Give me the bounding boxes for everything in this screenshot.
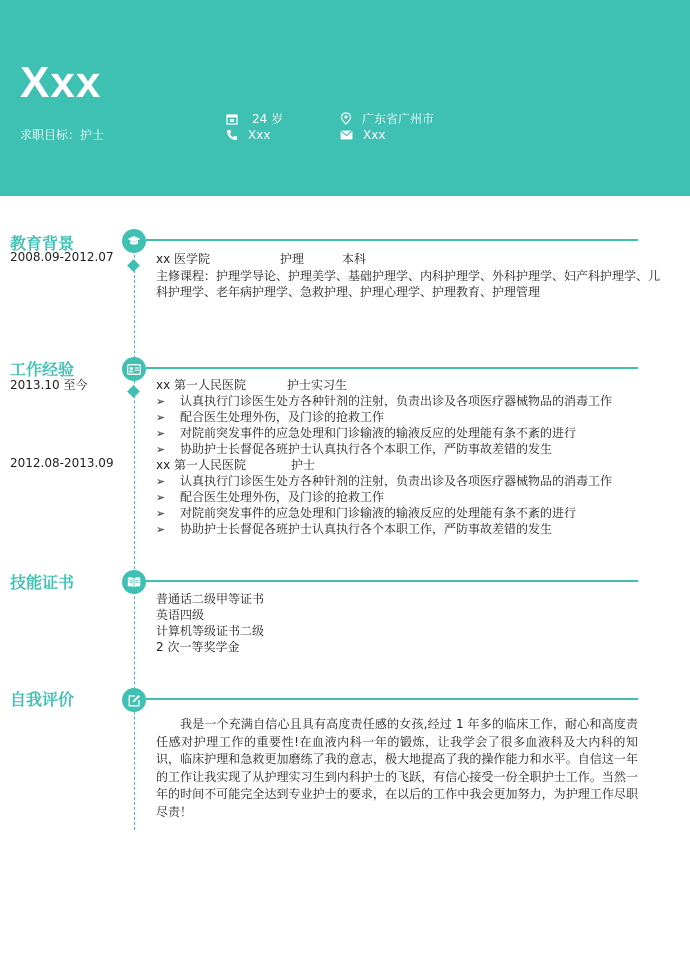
job1-header [156, 377, 347, 393]
skills-title: 技能证书 [10, 573, 75, 592]
education-badge [122, 229, 146, 253]
self-eval-title: 自我评价 [10, 690, 75, 709]
arrow-bullet-icon: ➢ [156, 475, 166, 488]
education-divider [146, 239, 638, 241]
timeline-diamond [127, 259, 140, 272]
arrow-bullet-icon: ➢ [156, 507, 166, 520]
arrow-bullet-icon: ➢ [156, 523, 166, 536]
arrow-bullet-icon: ➢ [156, 427, 166, 440]
job2-company: xx 第一人民医院 [156, 458, 247, 472]
id-card-icon [127, 364, 141, 375]
self-eval-text: 我是一个充满自信心且具有高度责任感的女孩,经过 1 年多的临床工作，耐心和高度责任感对护理工作的重要性!在血液内科一年的锻炼，让我学会了很多血液科及大内科的知识，临床护理和急救更加磨练了我的意志，极大地提高了我的操作能力和水平。自信这一年的工作让我实现了从护理实习生到内科护士的飞跃，有信心接受一份全职护士工作。当然一年的时间不可能完全达到专业护士的要求，在以后的工作中我会更加努力，为护理工作尽职尽责！ [156, 717, 638, 819]
list-item: ➢ 对院前突发事件的应急处理和门诊输液的输液反应的处理能有条不紊的进行 [156, 506, 577, 520]
work-title: 工作经验 [10, 360, 75, 379]
job1-company: xx 第一人民医院 [156, 378, 247, 392]
phone-info [226, 128, 270, 142]
list-item: ➢ 协助护士长督促各班护士认真执行各个本职工作，严防事故差错的发生 [156, 522, 553, 536]
list-item: 英语四级 [156, 608, 205, 622]
list-item: ➢ 配合医生处理外伤，及门诊的抢救工作 [156, 410, 385, 424]
location-info [340, 110, 434, 127]
age-info [226, 110, 283, 127]
envelope-icon [340, 130, 353, 140]
graduation-cap-icon [127, 235, 141, 247]
major: 护理 [280, 252, 305, 266]
job2-position: 护士 [291, 458, 316, 472]
job2-date: 2012.08-2013.09 [10, 456, 114, 470]
arrow-bullet-icon: ➢ [156, 411, 166, 424]
location-pin-icon [340, 112, 352, 125]
list-item: 2 次一等奖学金 [156, 640, 240, 654]
degree: 本科 [342, 252, 367, 266]
timeline-diamond [127, 385, 140, 398]
job2-header [156, 457, 315, 473]
email-info [340, 128, 385, 142]
courses-line-2: 科护理学、老年病护理学、急救护理、护理心理学、护理教育、护理管理 [156, 285, 541, 299]
self-eval-badge [122, 688, 146, 712]
list-item: ➢ 协助护士长督促各班护士认真执行各个本职工作，严防事故差错的发生 [156, 442, 553, 456]
arrow-bullet-icon: ➢ [156, 491, 166, 504]
courses-line-1: 主修课程：护理学导论、护理美学、基础护理学、内科护理学、外科护理学、妇产科护理学、儿 [156, 269, 661, 283]
header-zigzag-edge [0, 186, 690, 198]
timeline-line [134, 240, 135, 830]
location-text: 广东省广州市 [362, 112, 435, 126]
age-text: 24 岁 [252, 112, 284, 126]
school-name: xx 医学院 [156, 252, 211, 266]
education-date: 2008.09-2012.07 [10, 250, 114, 264]
list-item: ➢ 认真执行门诊医生处方各种针剂的注射，负责出诊及各项医疗器械物品的消毒工作 [156, 394, 613, 408]
skills-badge [122, 570, 146, 594]
list-item: ➢ 配合医生处理外伤，及门诊的抢救工作 [156, 490, 385, 504]
phone-text: Xxx [248, 128, 271, 142]
candidate-name: Xxx [20, 58, 102, 107]
job1-date: 2013.10 至今 [10, 378, 88, 392]
email-text: Xxx [363, 128, 386, 142]
arrow-bullet-icon: ➢ [156, 443, 166, 456]
job1-position: 护士实习生 [287, 378, 348, 392]
self-eval-divider [146, 698, 638, 700]
list-item: 计算机等级证书二级 [156, 624, 265, 638]
work-badge [122, 357, 146, 381]
list-item: ➢ 对院前突发事件的应急处理和门诊输液的输液反应的处理能有条不紊的进行 [156, 426, 577, 440]
phone-icon [226, 129, 238, 141]
job-objective: 求职目标：护士 [20, 128, 105, 142]
skills-divider [146, 580, 638, 582]
header-banner [0, 0, 690, 196]
work-divider [146, 367, 638, 369]
edit-pencil-icon [128, 694, 141, 707]
book-icon [127, 576, 141, 588]
list-item: 普通话二级甲等证书 [156, 592, 265, 606]
calendar-icon [226, 113, 238, 125]
education-title: 教育背景 [10, 234, 75, 253]
list-item: ➢ 认真执行门诊医生处方各种针剂的注射，负责出诊及各项医疗器械物品的消毒工作 [156, 474, 613, 488]
education-school-row [156, 251, 366, 267]
arrow-bullet-icon: ➢ [156, 395, 166, 408]
